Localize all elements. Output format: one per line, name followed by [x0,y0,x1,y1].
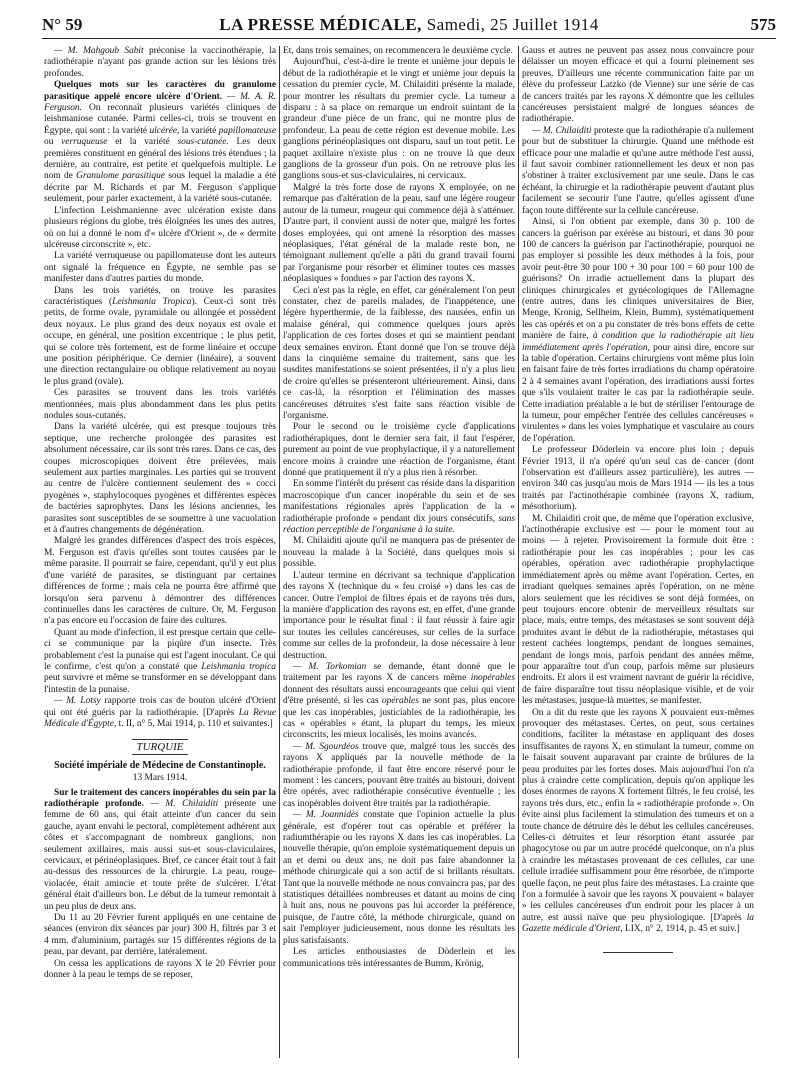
paragraph: Aujourd'hui, c'est-à-dire le trente et unième jour depuis le début de la radiothérapie et le vingt et unième jour depuis la cessation du premier cycle, M. Chilaiditi présente la malade, pour montrer les résultats du premier cycle. La tumeur a disparu : à sa place on remarque un endroit suintant de la grandeur d'une pièce de un franc, qui ne montre plus de profondeur. La peau de cette région est devenue mobile. Les ganglions périnéoplasiques ont disparu, sauf un tout petit. Le paquet axillaire n'existe plus : on ne trouve là que deux ganglions de la grosseur d'un pois. On ne retrouve plus les ganglions sous-et sus-claviculaires, ni cervicaux. [283,57,515,182]
text-run: pour ainsi dire, encore sur la table d'opération. Certains chirurgiens vont même plus loin en faisant faire de très fortes irradiations du champ opératoire 2 à 4 semaines avant l'opération, des irradiations aussi fortes que s'ils voulaient traiter le cas par la radiothérapie seule. Cette irradiation préalable a le but de stériliser l'entourage de la tumeur, pour empêcher l'entrée des cellules cancéreuses « virulentes » dans les voies lymphatique et vasculaire au cours de l'opération. [522,342,754,444]
text-run: constate que l'opinion actuelle la plus générale, est d'opérer tout cas opérable et préférer la radiumthérapie ou les rayons X dans les cas inopérables. La nouvelle thérapie, qu'on emploie systématiquement depuis un an et demi ou deux ans, ne doit pas faire abandonner la méthode chirurgicale qui a son actif de si brillants résultats. Tant que la nouvelle méthode ne nous convaincra pas, par des statistiques détaillées nombreuses et datant au moins de cinq à huit ans, nous ne pouvons pas lui accorder la préférence, puisque, de l'autre côté, la méthode chirurgicale, quand on sait l'employer judicieusement, nous donne les résultats les plus satisfaisants. [283,810,515,946]
text-run: ou [44,137,54,148]
term: verruqueuse [61,137,108,148]
paragraph: Dans la variété ulcérée, qui est presque toujours très septique, une recherche prolongée des parasites est absolument nécessaire, car ils sont très rares. Dans ce cas, des coupes microscopiques doivent être prélevées, mais seulement aux parties marginales. Les parties qui se trouvent au centre de l'ulcère contiennent seulement des « cocci pyogènes », staphylocoques pyogènes et différentes espèces de bactéries saprophytes. Dans les lésions anciennes, les parasites sont susceptibles de se soumettre à une vacuolation et à d'autres changements de dégénération. [44,422,276,536]
author-name: — M. Mahgoub Sabit [54,46,144,56]
paragraph: Le professeur Döderlein va encore plus loin ; depuis Février 1913, il n'a opéré qu'un seul cas de cancer (dont l'observation est d'ailleurs assez particulière), les autres — environ 340 cas jusqu'au mois de Mars 1914 — ils les a tous traités par l'actinothérapie combinée (rayons X, radium, mésothorium). [522,445,754,513]
text-run: ne sont pas, plus encore que les cas inopérables, justiciables de la radiothérapie, les cas « opérables » étant, la plupart du temps, les mieux circonscrits, les mieux localisés, les moins avancés. [283,696,515,741]
text-run: la variété [181,125,217,136]
species-name: Leishmania Tropica [112,296,192,307]
emphasis: inopérables [470,673,515,684]
paragraph [283,742,515,810]
paragraph: L'auteur termine en décrivant sa technique d'application des rayons X (technique du « feu croisé ») dans les cas de cancer. Outre l'emploi de filtres épais et de rayons très durs, la manière d'application des rayons est, en effet, d'une grande importance pour le résultat final : il faut réussir à faire agir sur toutes les cellules cancéreuses, sur celles de la surface comme sur celles de la profondeur, la dose nécessaire à leur destruction. [283,570,515,661]
paragraph: Ces parasites se trouvent dans les trois variétés mentionnées, mais plus abondamment dans les plus petits nodules sous-cutanés. [44,388,276,421]
paragraph: L'infection Leishmanienne avec ulcération existe dans plusieurs régions du globe, très éloignées les unes des autres, où on lui a donné le nom d'« ulcère d'Orient », de « dermite ulcéreuse circonscrite », etc. [44,205,276,250]
section-label: TURQUIE [132,739,187,755]
article-chilaiditi [44,788,276,913]
paragraph [44,286,276,389]
end-rule [603,952,673,953]
text-run: rapporte trois cas de bouton ulcéré d'Orient qui ont été guéris par la radiothérapie. [D'après [44,696,276,718]
text-run: se demande, étant donné que le traitement par les rayons X de cancers même [283,661,515,684]
paragraph: Gauss et autres ne peuvent pas assez nous convaincre pour délaisser un moyen efficace et qui a fourni pleinement ses preuves. D'ailleurs une récente communication faite par un élève du professeur Latzko (de Vienne) sur une série de cas de cancers traités par les rayons X démontre que les cellules cancéreuses persistaient malgré de longues séances de radiothérapie. [522,46,754,125]
text-run: t. II, n° 5, Mai 1914, p. 110 et suivantes.] [118,718,273,729]
text-run: et la variété [115,137,170,148]
meeting-date: 13 Mars 1914. [132,773,188,784]
article-ferguson [44,80,276,205]
text-run: On a dit du reste que les rayons X pouvaient eux-mêmes provoquer des métastases. Certes, on peut, sous certaines conditions, faciliter la métastase en appliquant des doses insuffisantes de rayons X, en stimulant la tumeur, comme on le faisait souvent auparavant par crainte de brûlures de la peau produites par les fortes doses. Mais aujourd'hui l'on n'a plus à craindre cette complication, depuis qu'on applique les doses énormes de rayons X fortement filtrés, le feu croisé, les rayons très durs, etc., enfin la « radiothérapie profonde ». On évite ainsi plus facilement la stimulation des tumeurs et on a toute chance de détruire dès le début les cellules cancéreuses. Celles-ci détruites et leur résorption étant assurée par phagocytose ou par un autre procédé quelconque, on n'a plus à craindre les métastases provenant de ces cellules, car une cellule irradiée suffisamment pour être résorbée, de n'importe quelle façon, ne peut plus faire des métastases. La crainte que l'on a formulée à savoir que les rayons X pouvaient « balayer » les cellules cancéreuses d'un endroit pour les placer à un autre, est aussi naïve que peu physiologique. [D'après [522,707,754,923]
author-name: — M. Sgourdéos [293,741,359,752]
text-run: sous lequel la maladie a été décrite par M. Richards et par M. Ferguson s'applique seulement, pour parler exactement, à la variété sous-cutanée. [44,171,276,205]
page-header [42,14,776,36]
paragraph: Malgré les grandes différences d'aspect des trois espèces, M. Ferguson est d'avis qu'elles sont toutes causées par le même parasite. Il pourrait se faire, cependant, qu'il y eut plus d'une variété de parasites, se distinguant par certaines différences de forme ; mais cela ne pourra être affirmé que lorsqu'on sera parvenu à démontrer des différences continuelles dans les caractères de culture. Or, M. Ferguson n'a pas encore eu l'occasion de faire des cultures. [44,536,276,627]
text-run: Les deux premières constituent en général des lésions très étendues ; la dernière, au contraire, est petite et quelquefois multiple. Le nom de [44,137,276,182]
text-run: On reconnaît plusieurs variétés cliniques de leishmaniose cutanée. Parmi celles-ci, trois se trouvent en Égypte, qui sont : la variété [44,103,276,136]
paragraph [283,662,515,742]
text-run: Ainsi, si l'on obtient par exemple, dans 30 p. 100 de cancers la guérison par exérèse au bistouri, et dans 30 pour 100 de cancers la guérison par l'actinothérapie, pourquoi ne pas employer si possible les deux méthodes à la fois, pour avoir peut-être 30 pour 100 + 30 pour 100 = 60 pour 100 de guérisons? On irradie actuellement dans la plupart des cliniques chirurgicales et gynécologiques de l'Allemagne (entre autres, dans les cliniques universitaires de Bier, Menge, Kronig, Sellheim, Klein, Bumm), systématiquement les cas opérés et on a pu constater de très bons effets de cette manière de faire, [522,217,754,342]
paragraph: On cessa les applications de rayons X le 20 Février pour donner à la peau le temps de se reposer, [44,958,276,981]
paragraph [283,479,515,536]
journal-name: LA PRESSE MÉDICALE, [219,15,422,34]
reference: la Gazette médicale d'Orient, [522,912,754,935]
paragraph [522,217,754,445]
species-name: Leishmania tropica [201,661,276,672]
text-run: Dans les trois variétés, on trouve les parasites caractéristiques ( [44,285,276,307]
column-separator [279,46,280,1058]
emphasis: opérables [381,696,419,707]
emphasis: sans réaction perceptible de l'organisme à la suite. [283,513,515,536]
author-name: — M. Lotsy [54,696,101,707]
author-name: — M. Chilaiditi [150,799,219,809]
term: Granulome parasitique [76,171,165,182]
paragraph: Les articles enthousiastes de Döderlein et les communications très intéressantes de Bumm, Krönig, [283,947,515,969]
text-run: ). Ceux-ci sont très petits, de forme ovale, pyramidale ou allongée et possèdent deux noyaux. Le plus grand des deux noyaux est ovale et occupe, en général, une position excentrique ; le plus petit, qui se colore très fortement, est de forme linéaire et occupe une position périphérique. Ce dernier (linéaire), a souvent une direction rectangulaire ou oblique relativement au noyau le plus grand (ovale). [44,296,276,387]
issue-date: Samedi, 25 Juillet 1914 [426,15,599,34]
term: sous-cutanée. [177,137,229,148]
text-run: trouve que, malgré tous les succès des rayons X appliqués par la nouvelle méthode de la radiothérapie profonde, il faut être encore réservé pour le moment : les cancers, pouvant être traités au bistouri, doivent être opérés, avec radiothérapie consécutive éventuelle ; les cas inopérables doivent être traités par la radiothérapie. [283,741,515,809]
text-run: présente une femme de 60 ans, qui était atteinte d'un cancer du sein gauche, ayant envahi le pectoral, complètement adhérent aux côtes et s'accompagnant de nombreux ganglions, non seulement axillaires, mais aussi sus-et sous-claviculaires, cervicaux, et périnéoplasiques. Bref, ce cancer était tout à fait au-dessus des ressources de la chirurgie. La peau, rouge-violacée, était amincie et toute prête de s'ulcérer. L'état général était d'ailleurs bon. Le début de la tumeur remontait à un peu plus de deux ans. [44,799,276,912]
author-name: — M. Joannidès [293,810,359,821]
paragraph: Malgré la très forte dose de rayons X employée, on ne remarque pas d'altération de la peau, sauf une légère rougeur autour de la tumeur, rougeur qui commence déjà à s'atténuer. D'autre part, il convient aussi de noter que, malgré les fortes doses employées, qui ont amené la résorption des masses néoplasiques, l'état général de la malade reste bon, ne témoignant nullement qu'elle a pâti du grand travail fourni par l'organisme pour résorber et éliminer toutes ces masses néoplasiques » fondues » par l'action des rayons X. [283,182,515,285]
paragraph-text: préconise la vaccinothérapie, la radiothérapie n'ayant pas grande action sur les lésions très profondes. [44,46,276,79]
paragraph [522,126,754,217]
paragraph: La variété verruqueuse ou papillomateuse dont les auteurs ont signalé la fréquence en Égypte, ne semble pas se manifester dans d'autres parties du monde. [44,251,276,285]
paragraph [283,810,515,947]
text-run: donnent des résultats aussi encourageants que celui qui vient d'être présenté, si les cas [283,684,515,707]
paragraph [522,708,754,936]
page-label: N° 59 [42,15,83,34]
paragraph: M. Chilaiditi ajoute qu'il ne manquera pas de présenter de nouveau la malade à la Société, dans quelques mois si possible. [283,536,515,570]
paragraph: Et, dans trois semaines, on recommencera le deuxième cycle. [283,46,513,56]
page-number: 575 [750,15,776,34]
journal-title [42,14,776,36]
author-name: — M. Chilaiditi [532,125,592,136]
paragraph: Du 11 au 20 Février furent appliqués en une centaine de séances (environ dix séances par jour) 300 H, filtrés par 3 et 4 mm. d'aluminium, partagés sur 15 différentes régions de la peau, par devant, par derrière, latéralement. [44,913,276,958]
paragraph: Pour le second ou le troisième cycle d'applications radiothérapiques, dont le dernier sera fait, il faut l'espérer, purement au point de vue prophylactique, il y a naturellement encore moins à craindre une réaction de l'organisme, étant donné que pratiquement il n'y a plus rien à résorber. [283,422,515,479]
text-run: proteste que la radiothérapie n'a nullement pour but de substituer la chirurgie. Quand une méthode est efficace pour une maladie et qu'une autre méthode l'est aussi, il faut savoir combiner rationnellement les deux et non pas s'obstiner à traiter exclusivement par une seule. Dans le cas échéant, la chirurgie et la radiothérapie peuvent d'autant plus facilement se secourir l'une l'autre, qu'elles agissent d'une façon toute différente sur la cellule cancéreuse. [522,125,754,216]
paragraph [44,46,276,80]
author-name: — M. Torkomian [293,661,367,672]
header-rule [42,38,776,39]
text-run: Quant au mode d'infection, il est presque certain que celle-ci se communique par la piqûre d'un insecte. Très probablement c'est la punaise qui est l'agent inoculant. Ce qui le confirme, c'est qu'on a constaté que [44,627,276,672]
emphasis: à condition que la radiothérapie ait lieu immédiatement après l'opération, [522,331,754,353]
column-1 [44,46,276,1076]
paragraph: Ceci n'est pas la règle, en effet, car généralement l'on peut constater, chez de pareils malades, de l'inappétence, une légère hyperthermie, de la faiblesse, des nausées, enfin un malaise général, qui commence quelques jours après l'application de ces fortes doses et qui se maintient pendant deux semaines environ. Étant donné que l'on se trouve déjà dans la cinquième semaine du traitement, sans que les susdites manifestations se soient présentées, il n'y a plus lieu de croire qu'elles se présenteront ultérieurement. Ainsi, dans ce cas-là, la résorption et l'élimination des masses cancéreuses détruites s'est faite sans réaction visible de l'organisme. [283,285,515,421]
paragraph [44,696,276,730]
paragraph [44,628,276,696]
column-3 [522,46,754,1076]
term: papillomateuse [218,125,276,136]
society-name: Société impériale de Médecine de Constantinople. [54,759,266,771]
article-title: Quelques mots sur les caractères du granulome parasitique appelé encore ulcère d'Orient. [44,80,276,102]
author-name: — M. A. R. Ferguson. [44,91,276,114]
reference: La Revue Médicale d'Égypte, [44,707,276,729]
column-2 [283,46,515,1076]
text-run: LIX, n° 2, 1914, p. 45 et suiv.] [625,924,740,935]
article-title: Sur le traitement des cancers inopérables du sein par la radiothérapie profonde. [44,787,276,809]
column-separator [518,46,519,1058]
text-run: En somme l'intérêt du présent cas réside dans la disparition macroscopique d'un cancer inopérable du sein et de ses manifestations régionales après l'application de la « radiothérapie profonde » pendant dix jours consécutifs, [283,479,515,524]
section-heading [44,742,276,753]
paragraph: M. Chilaiditi croit que, de même que l'opération exclusive, l'actinothérapie exclusive est — pour le moment tout au moins — à rejeter. Provisoirement la formule doit être : radiothérapie pour les cas inopérables ; pour les cas opérables, opération avec radiothérapie prophylactique immédiatement après ou même avant l'opération. Certes, en irradiant quelques semaines après l'opération, on ne mène alors seulement que les récidives se sont déjà formées, on peut toujours encore obtenir de merveilleux résultats sur place, mais, entre temps, des métastases se sont souvent déjà produites avant le début de la radiothérapie, métastases qui restent cachées longtemps, pendant de longues semaines, pendant de longs mois, parfois pendant des années même, pour apparaître tout d'un coup, parfois même sur plusieurs endroits. Et alors il est vraiment navrant de guérir la récidive, de faire disparaître tout tissu néoplasique visible, et de voir les métastases, jusque-là muettes, se manifester. [522,513,754,707]
term: ulcérée, [149,125,180,136]
text-run: peut survivre et même se transformer en se développant dans l'intestin de la punaise. [44,673,276,695]
